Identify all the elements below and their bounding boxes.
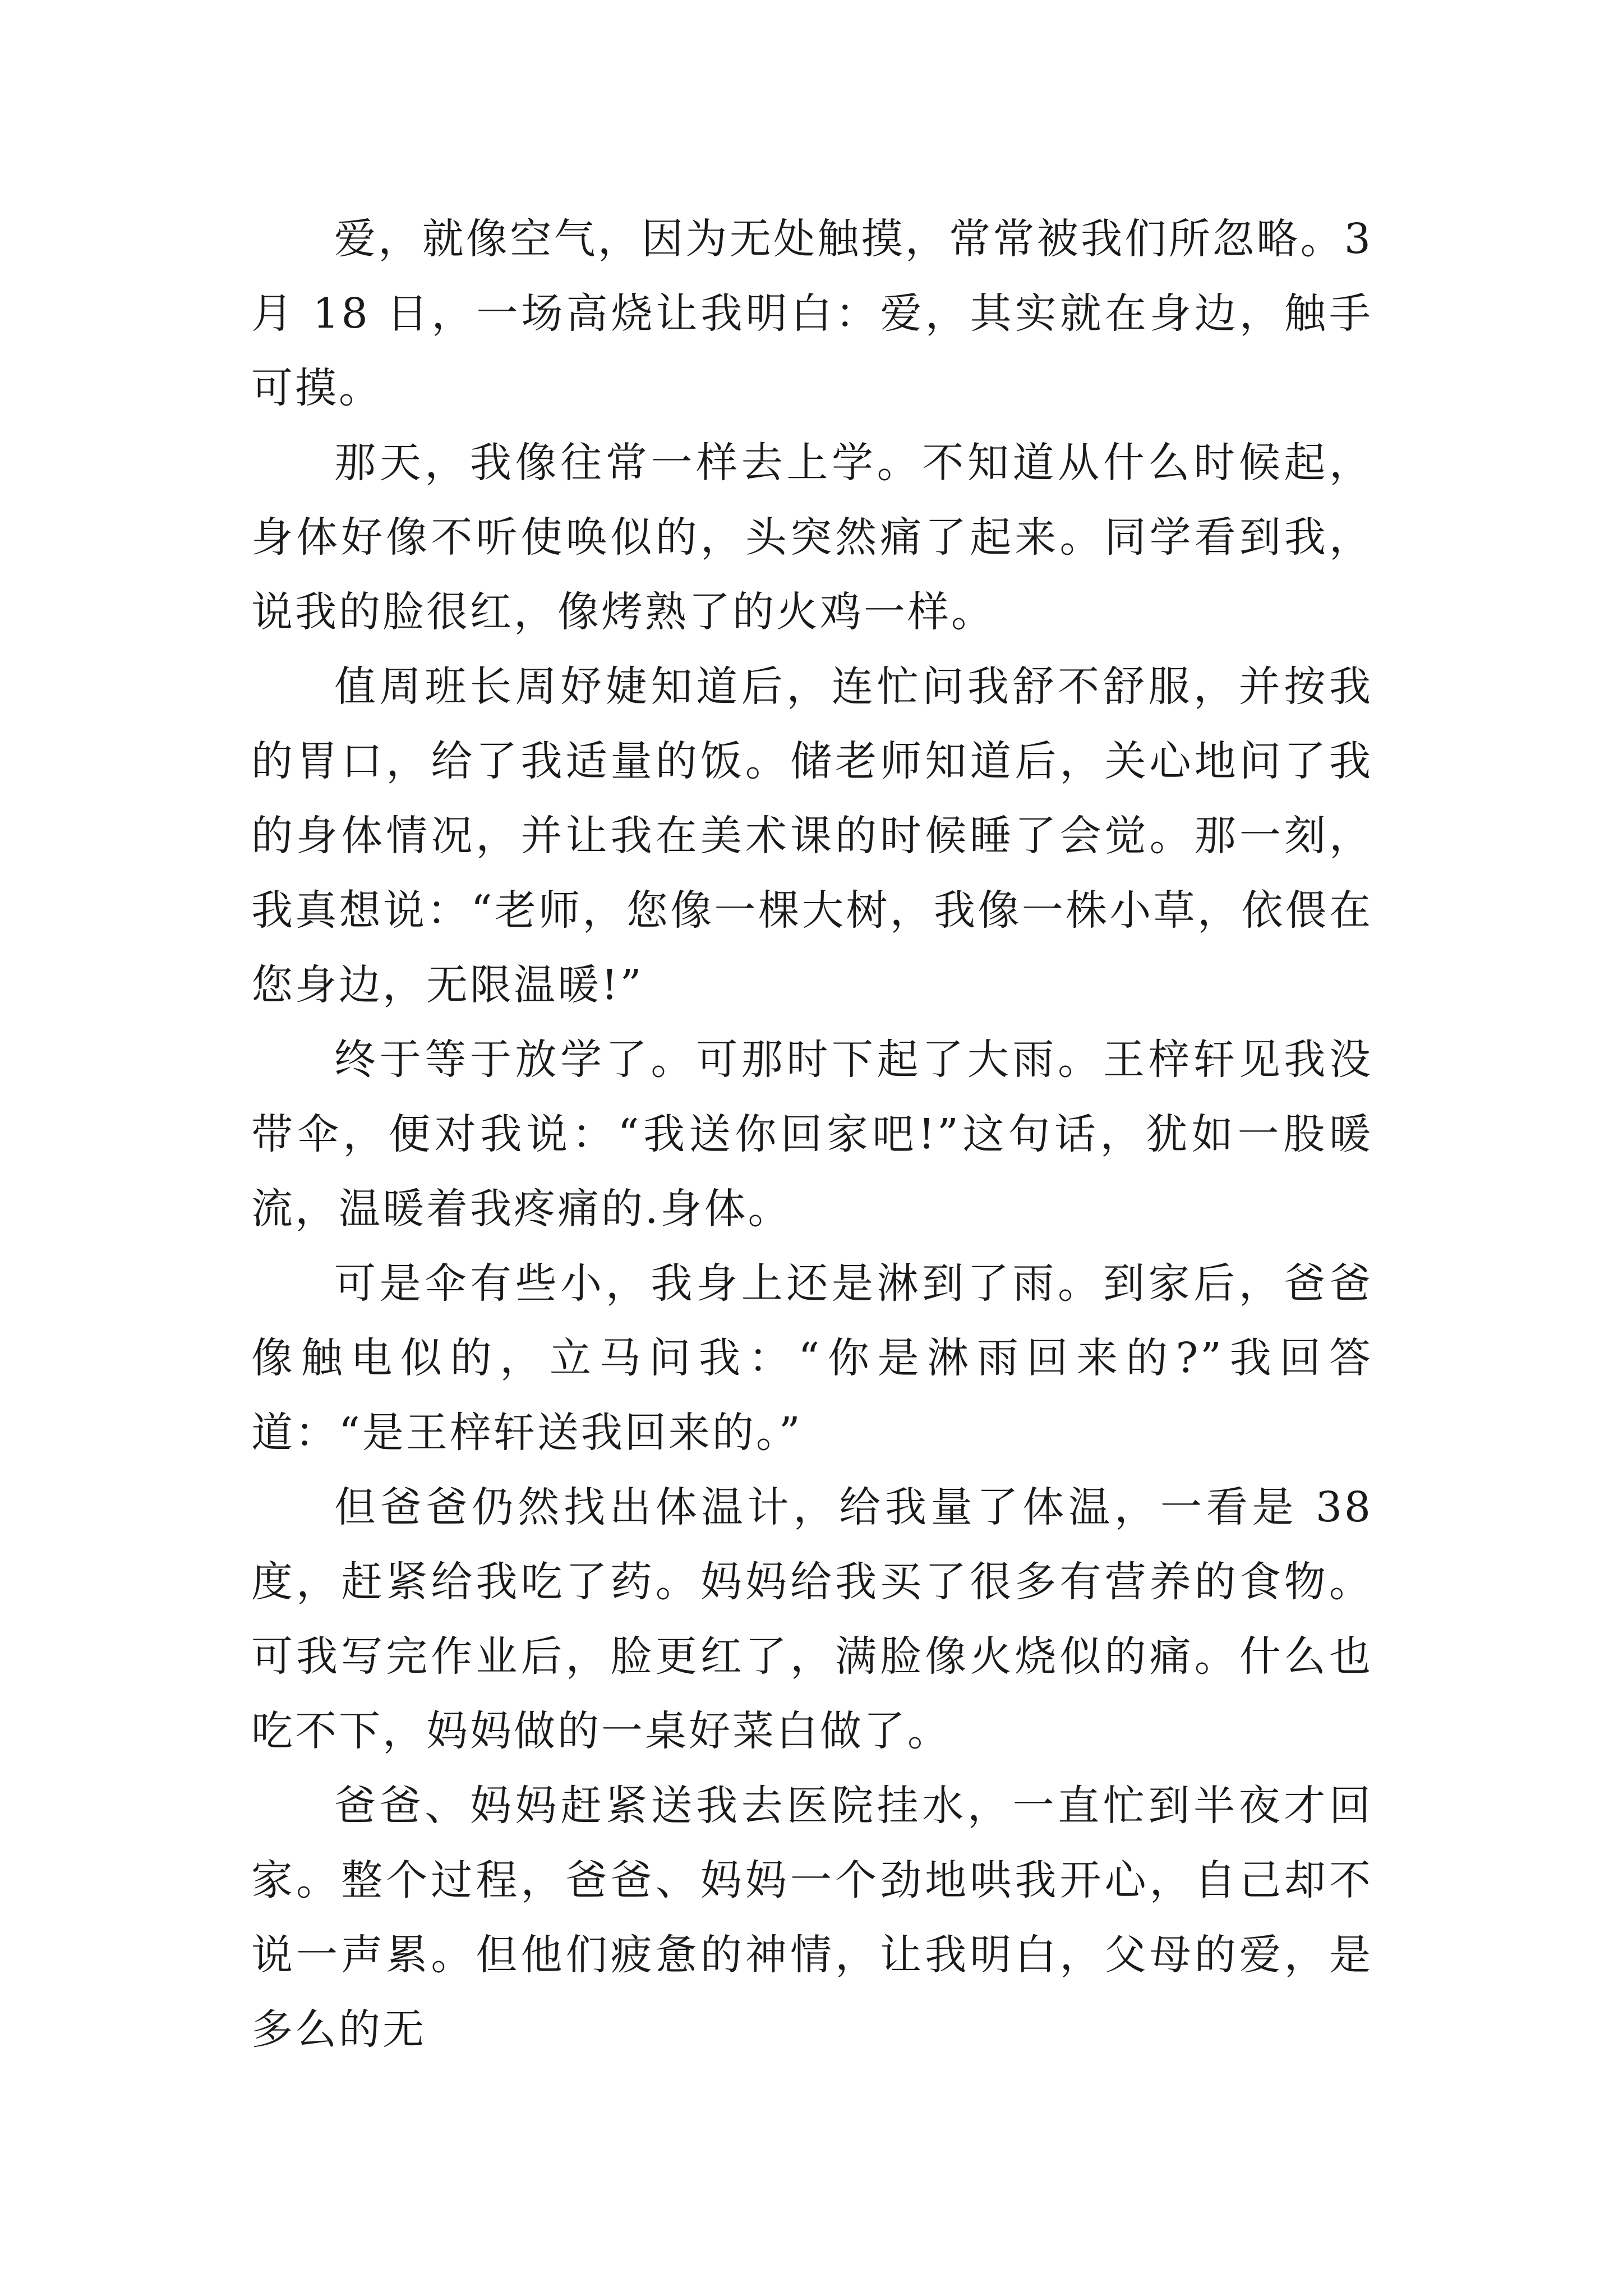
paragraph-2: 那天，我像往常一样去上学。不知道从什么时候起，身体好像不听使唤似的，头突然痛了起来。同学看到我，说我的脸很红，像烤熟了的火鸡一样。 — [251, 439, 1373, 636]
paragraph-5: 可是伞有些小，我身上还是淋到了雨。到家后，爸爸像触电似的，立马问我：“你是淋雨回来的?”我回答道：“是王梓轩送我回来的。” — [251, 1259, 1373, 1457]
paragraph-3: 值周班长周妤婕知道后，连忙问我舒不舒服，并按我的胃口，给了我适量的饭。储老师知道后，关心地问了我的身体情况，并让我在美术课的时候睡了会觉。那一刻，我真想说：“老师，您像一棵大树，我像一株小草，依偎在您身边，无限温暖!” — [251, 662, 1373, 1009]
paragraph-4: 终于等于放学了。可那时下起了大雨。王梓轩见我没带伞，便对我说：“我送你回家吧!”这句话，犹如一股暖流，温暖着我疼痛的.身体。 — [251, 1036, 1373, 1233]
paragraph-1: 爱，就像空气，因为无处触摸，常常被我们所忽略。3月 18 日，一场高烧让我明白：爱，其实就在身边，触手可摸。 — [251, 215, 1373, 412]
paragraph-6: 但爸爸仍然找出体温计，给我量了体温，一看是 38 度，赶紧给我吃了药。妈妈给我买了很多有营养的食物。可我写完作业后，脸更红了，满脸像火烧似的痛。什么也吃不下，妈妈做的一桌好菜白做了。 — [251, 1483, 1373, 1755]
document-body — [251, 202, 1373, 2067]
paragraph-7: 爸爸、妈妈赶紧送我去医院挂水，一直忙到半夜才回家。整个过程，爸爸、妈妈一个劲地哄我开心，自己却不说一声累。但他们疲惫的神情，让我明白，父母的爱，是多么的无 — [251, 1782, 1373, 2054]
